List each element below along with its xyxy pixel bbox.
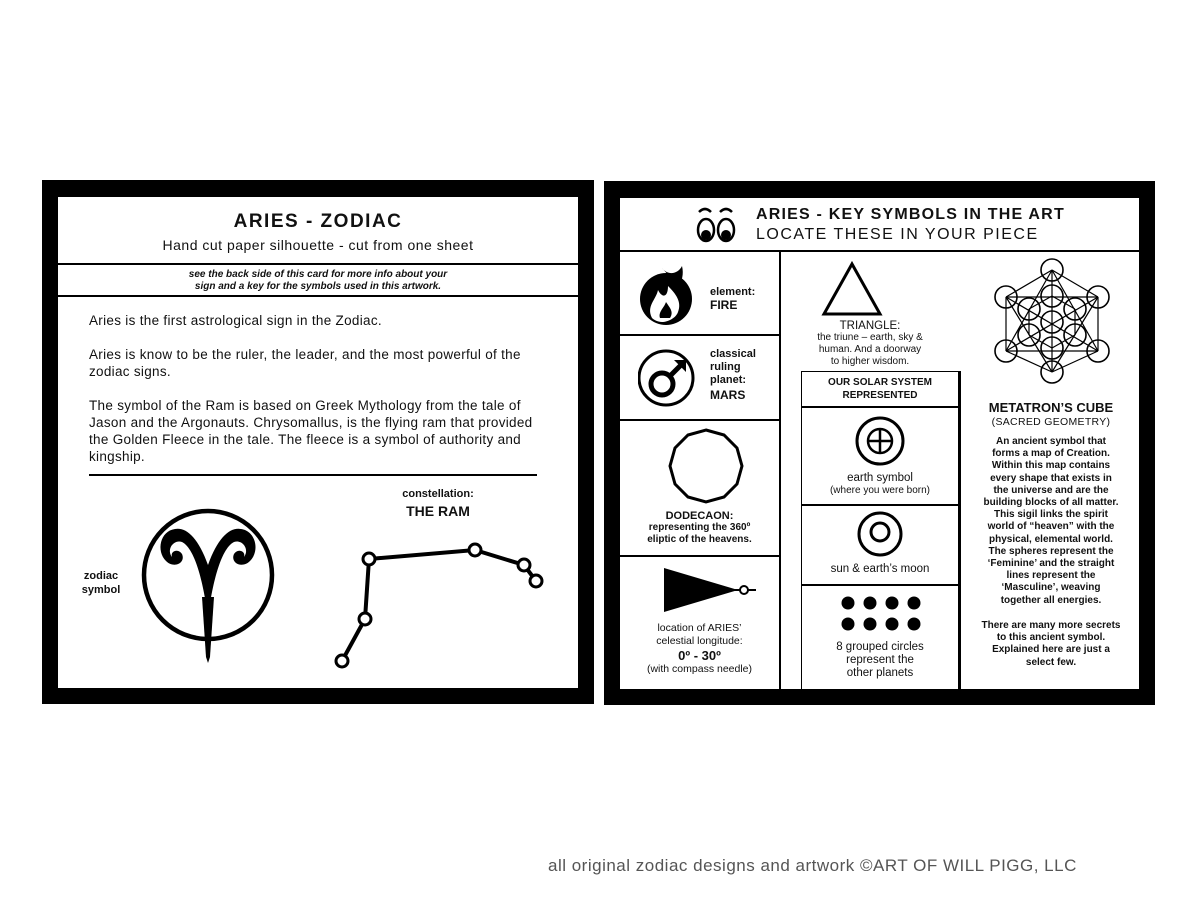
paragraph-1: Aries is the first astrological sign in the Zodiac.	[89, 313, 382, 328]
text-line: This sigil links the spirit	[994, 509, 1108, 521]
triangle-cell: TRIANGLE: the triune – earth, sky & human. And a doorway to higher wisdom.	[817, 320, 923, 367]
divider	[620, 419, 779, 421]
text-line: select few.	[1025, 656, 1077, 668]
compass-needle-icon	[662, 564, 758, 618]
key-symbols-card	[604, 181, 1155, 705]
divider	[58, 263, 578, 265]
divider	[801, 584, 959, 586]
copyright-footer: all original zodiac designs and artwork ©ART OF WILL PIGG, LLC	[548, 856, 1077, 875]
sun-moon-icon	[856, 510, 904, 558]
back-side-note: see the back side of this card for more info about your sign and a key for the symbols used in this artwork.	[188, 269, 448, 292]
planet-dots-icon	[838, 594, 924, 634]
aries-glyph-icon	[140, 507, 276, 669]
metatron-subtitle: (SACRED GEOMETRY)	[991, 416, 1111, 428]
divider	[620, 334, 779, 336]
text-line: The spheres represent the	[988, 545, 1114, 557]
constellation-name: THE RAM	[406, 503, 470, 519]
triangle-icon	[820, 260, 884, 318]
text-line: world of “heaven” with the	[987, 521, 1115, 533]
text-line: physical, elemental world.	[989, 533, 1113, 545]
paragraph-3: The symbol of the Ram is based on Greek Mythology from the tale of Jason and the Argonauts. Chrysomallus, is the flying ram that provided the Golden Fleece in the tale. The fleece is a symbol of authority and kingship.	[89, 398, 533, 464]
text-line: ‘Masculine’, weaving	[1001, 582, 1101, 594]
text-line: Explained here are just a	[992, 644, 1110, 656]
card-subtitle: Hand cut paper silhouette - cut from one sheet	[162, 237, 474, 253]
card-subtitle: LOCATE THESE IN YOUR PIECE	[756, 226, 1039, 243]
dodecagon-icon	[666, 426, 746, 506]
key-symbols-card-content	[620, 198, 1139, 689]
planets-cell: 8 grouped circles represent the other planets	[836, 641, 924, 679]
earth-symbol-cell: earth symbol (where you were born)	[829, 472, 931, 496]
text-line: forms a map of Creation.	[992, 448, 1110, 460]
metatrons-cube-icon	[988, 256, 1116, 386]
sun-moon-label: sun & earth’s moon	[830, 563, 930, 575]
column-divider	[959, 371, 961, 689]
zodiac-info-card	[42, 180, 594, 704]
text-line: lines represent the	[1006, 570, 1096, 582]
text-line: ‘Feminine’ and the straight	[987, 558, 1115, 570]
fire-icon	[638, 262, 694, 328]
zodiac-symbol-label: zodiac symbol	[81, 570, 121, 596]
mars-icon	[638, 346, 696, 408]
card-title: ARIES - ZODIAC	[233, 211, 403, 232]
text-line: Within this map contains	[991, 460, 1111, 472]
text-line: every shape that exists in	[990, 472, 1112, 484]
divider	[58, 295, 578, 297]
column-divider	[779, 250, 781, 689]
metatron-description	[962, 436, 1140, 607]
text-line: An ancient symbol that	[995, 436, 1106, 447]
metatron-secrets-note	[962, 620, 1140, 669]
text-line: the universe and are the	[993, 484, 1109, 496]
divider	[89, 474, 537, 476]
eyes-icon	[696, 206, 736, 244]
solar-system-header: OUR SOLAR SYSTEM REPRESENTED	[828, 377, 932, 401]
metatron-title: METATRON’S CUBE	[988, 400, 1114, 415]
divider	[801, 504, 959, 506]
divider	[801, 406, 959, 408]
text-line: building blocks of all matter.	[983, 497, 1119, 509]
location-cell: location of ARIES’ celestial longitude: 0º - 30º (with compass needle)	[646, 622, 753, 675]
dodecagon-cell: DODECAON: representing the 360º eliptic of the heavens.	[647, 510, 752, 545]
planet-cell: classical ruling planet: MARS	[710, 348, 756, 402]
ram-constellation-icon	[328, 537, 548, 677]
zodiac-info-card-content	[58, 197, 578, 688]
earth-symbol-icon	[854, 415, 906, 467]
text-line: to this ancient symbol.	[996, 632, 1106, 644]
constellation-label: constellation:	[402, 488, 474, 500]
element-cell: element: FIRE	[710, 286, 756, 312]
divider	[620, 555, 779, 557]
divider	[620, 250, 1139, 252]
paragraph-2: Aries is know to be the ruler, the leader, and the most powerful of the zodiac signs.	[89, 347, 521, 379]
text-line: There are many more secrets	[981, 620, 1121, 631]
card-title: ARIES - KEY SYMBOLS IN THE ART	[756, 206, 1065, 223]
text-line: together all energies.	[1000, 594, 1102, 606]
